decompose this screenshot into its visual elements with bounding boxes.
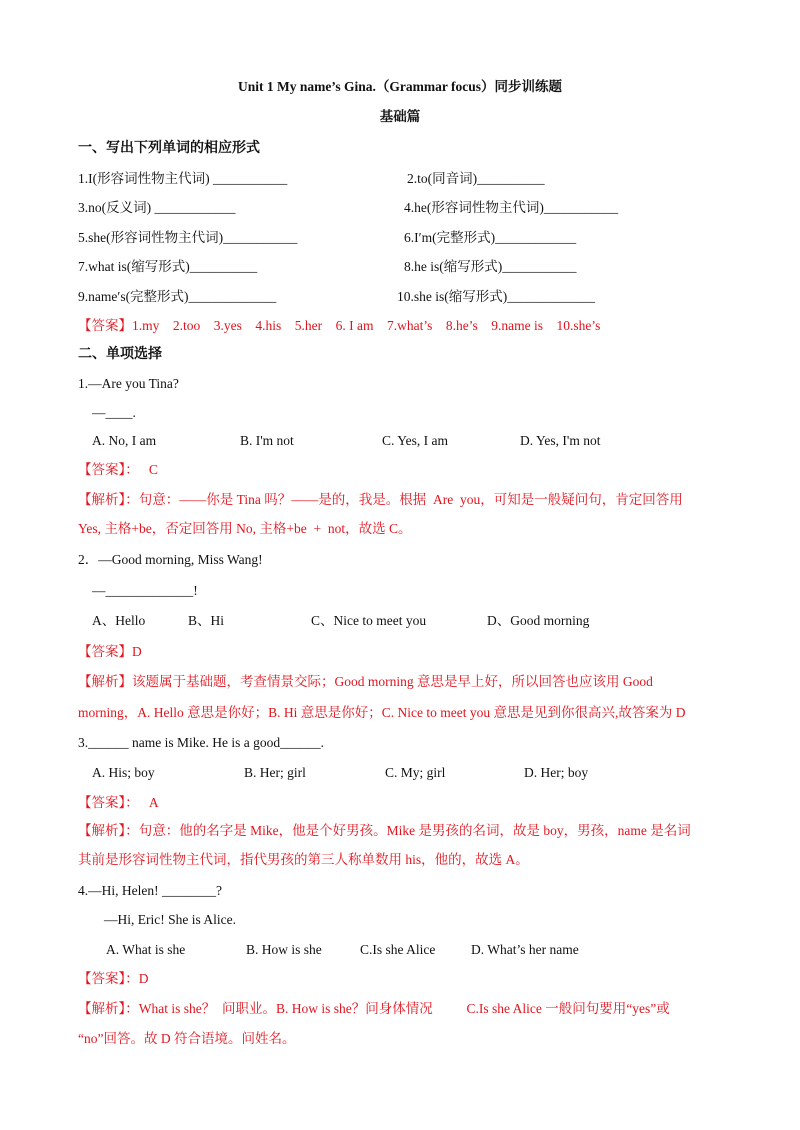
q1-stem: 1.—Are you Tina? <box>78 376 179 391</box>
s1-item-2: 2.to(同音词)__________ <box>407 171 545 186</box>
q4-option-c: C.Is she Alice <box>360 942 436 957</box>
q3-analysis-line1: 【解析】：句意：他的名字是 Mike，他是个好男孩。Mike 是男孩的名词，故是 boy，男孩，name 是名词 <box>78 823 691 838</box>
q2-option-c: C、Nice to meet you <box>311 613 427 628</box>
q1-analysis-line2: Yes, 主格+be，否定回答用 No, 主格+be + not，故选 C。 <box>78 521 412 536</box>
s1-item-4: 4.he(形容词性物主代词)___________ <box>404 200 619 215</box>
q1-analysis-line1: 【解析】：句意：——你是 Tina 吗？——是的，我是。根据 Are you，可知是一般疑问句，肯定回答用 <box>78 492 683 507</box>
s1-item-5: 5.she(形容词性物主代词)___________ <box>78 230 298 245</box>
s1-item-6: 6.I′m(完整形式)____________ <box>404 230 577 245</box>
q4-option-d: D. What’s her name <box>471 942 579 957</box>
q4-stem: 4.—Hi, Helen! ________? <box>78 883 222 898</box>
q2-option-d: D、Good morning <box>487 613 590 628</box>
q2-reply: —_____________! <box>92 583 198 598</box>
q4-option-b: B. How is she <box>246 942 322 957</box>
q1-option-d: D. Yes, I'm not <box>520 433 601 448</box>
q2-analysis-line2: morning，A. Hello 意思是你好；B. Hi 意思是你好；C. Nice to meet you 意思是见到你很高兴,故答案为 D <box>78 705 686 720</box>
page-title: Unit 1 My name’s Gina.（Grammar focus）同步训练题 <box>238 79 562 94</box>
s1-item-3: 3.no(反义词) ____________ <box>78 200 236 215</box>
q3-answer: 【答案】： A <box>78 795 159 810</box>
q3-option-b: B. Her; girl <box>244 765 306 780</box>
q1-reply: —____. <box>92 405 136 420</box>
s1-answer: 【答案】1.my 2.too 3.yes 4.his 5.her 6. I am 7.what’s 8.he’s 9.name is 10.she’s <box>78 318 601 333</box>
q3-stem: 3.______ name is Mike. He is a good______. <box>78 735 324 750</box>
q4-analysis-line1: 【解析】：What is she？ 问职业。B. How is she？问身体情况 C.Is she Alice 一般问句要用“yes”或 <box>78 1001 670 1016</box>
s1-item-9: 9.name′s(完整形式)_____________ <box>78 289 277 304</box>
section2-heading: 二、单项选择 <box>78 347 162 362</box>
q3-analysis-line2: 其前是形容词性物主代词，指代男孩的第三人称单数用 his，他的，故选 A。 <box>78 852 529 867</box>
q1-option-a: A. No, I am <box>92 433 157 448</box>
q4-reply: —Hi, Eric! She is Alice. <box>104 912 236 927</box>
q4-option-a: A. What is she <box>106 942 186 957</box>
q2-option-a: A、Hello <box>92 613 146 628</box>
q2-option-b: B、Hi <box>188 613 225 628</box>
q1-option-b: B. I'm not <box>240 433 294 448</box>
s1-item-7: 7.what is(缩写形式)__________ <box>78 259 258 274</box>
q4-answer: 【答案】：D <box>78 971 149 986</box>
q4-analysis-line2: “no”回答。故 D 符合语境。问姓名。 <box>78 1031 296 1046</box>
s1-item-10: 10.she is(缩写形式)_____________ <box>397 289 595 304</box>
q2-analysis-line1: 【解析】该题属于基础题，考查情景交际；Good morning 意思是早上好，所以回答也应该用 Good <box>78 674 653 689</box>
page-subtitle: 基础篇 <box>379 109 421 124</box>
s1-item-1: 1.I(形容词性物主代词) ___________ <box>78 171 288 186</box>
q1-answer: 【答案】： C <box>78 462 158 477</box>
q2-answer: 【答案】D <box>78 644 142 659</box>
q2-stem: 2．—Good morning, Miss Wang! <box>78 552 263 567</box>
s1-item-8: 8.he is(缩写形式)___________ <box>404 259 577 274</box>
q3-option-c: C. My; girl <box>385 765 446 780</box>
q3-option-d: D. Her; boy <box>524 765 589 780</box>
q1-option-c: C. Yes, I am <box>382 433 449 448</box>
q3-option-a: A. His; boy <box>92 765 155 780</box>
section1-heading: 一、写出下列单词的相应形式 <box>78 141 260 156</box>
